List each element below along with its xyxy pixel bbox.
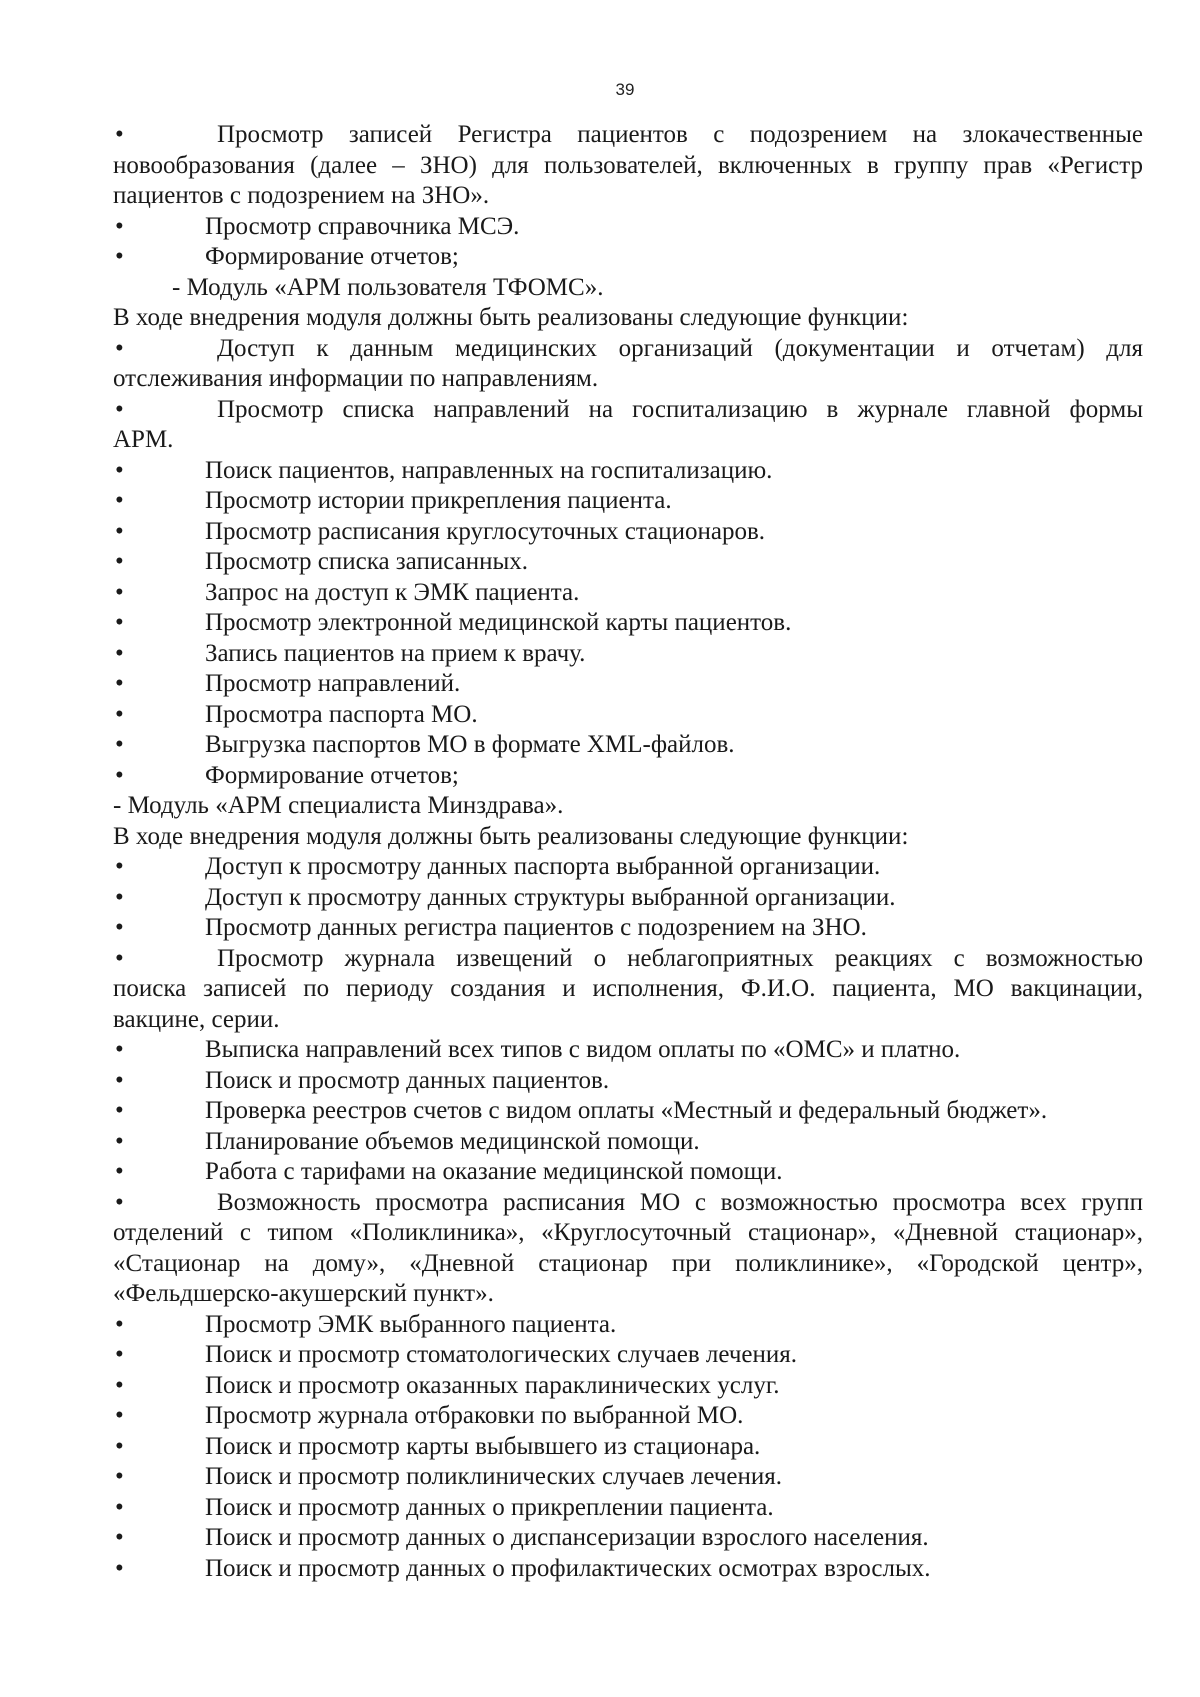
bullet: • — [115, 456, 124, 484]
bullet: • — [115, 1463, 124, 1490]
list-item — [113, 883, 1143, 914]
list-item-text: Проверка реестров счетов с видом оплаты «Местный и федеральный бюджет». — [205, 1097, 1048, 1124]
bullet: • — [115, 121, 124, 148]
list-item — [113, 1401, 1143, 1432]
list-item-text: Работа с тарифами на оказание медицинской помощи. — [205, 1158, 783, 1185]
list-item — [113, 852, 1143, 883]
paragraph-line: АРМ. — [113, 426, 174, 453]
list-item-text: Выгрузка паспортов МО в формате XML-файлов. — [205, 731, 735, 758]
bullet: • — [115, 1036, 124, 1063]
list-item-text: Просмотр данных регистра пациентов с подозрением на ЗНО. — [205, 914, 867, 941]
bullet: • — [115, 639, 124, 667]
bullet: • — [115, 1097, 124, 1124]
list-item-text: Просмотр расписания круглосуточных стационаров. — [205, 517, 766, 545]
list-item-text: Запрос на доступ к ЭМК пациента. — [205, 578, 580, 606]
list-item-text: Просмотр журнала отбраковки по выбранной МО. — [205, 1402, 744, 1429]
bullet: • — [115, 853, 124, 880]
list-item — [113, 639, 1143, 670]
list-item-text: Просмотр списка записанных. — [205, 548, 529, 575]
list-item-text: Просмотра паспорта МО. — [205, 700, 478, 728]
list-item-text: Поиск и просмотр оказанных параклинических услуг. — [205, 1371, 780, 1399]
list-item — [113, 761, 1143, 792]
list-item — [113, 730, 1143, 761]
bullet: • — [115, 944, 124, 972]
list-item — [113, 1523, 1143, 1554]
bullet: • — [115, 1402, 124, 1429]
bullet: • — [115, 334, 124, 362]
paragraph-line: отслеживания информации по направлениям. — [113, 365, 599, 392]
list-item-text: Доступ к просмотру данных паспорта выбранной организации. — [205, 853, 881, 880]
list-item — [113, 1340, 1143, 1371]
bullet: • — [115, 670, 124, 697]
list-item — [113, 1310, 1143, 1341]
list-item-text: Поиск и просмотр данных пациентов. — [205, 1066, 610, 1094]
list-item-text: Просмотр истории прикрепления пациента. — [205, 487, 672, 514]
bullet: • — [115, 243, 124, 270]
bullet: • — [115, 1310, 124, 1338]
list-item — [113, 944, 1143, 975]
document-body — [113, 120, 1143, 1584]
list-item-text: Планирование объемов медицинской помощи. — [205, 1127, 700, 1155]
paragraph-line: Просмотр списка направлений на госпитализацию в журнале главной формы — [217, 395, 1143, 423]
bullet: • — [115, 1127, 124, 1155]
list-item — [113, 242, 1143, 273]
list-item — [113, 547, 1143, 578]
paragraph-line: вакцине, серии. — [113, 1005, 280, 1033]
list-item — [113, 913, 1143, 944]
list-item — [113, 1157, 1143, 1188]
bullet: • — [115, 1524, 124, 1551]
list-item-text: Поиск и просмотр данных о профилактических осмотрах взрослых. — [205, 1554, 931, 1582]
bullet: • — [115, 395, 124, 423]
list-item — [113, 1127, 1143, 1158]
list-item — [113, 1462, 1143, 1493]
paragraph-line: Доступ к данным медицинских организаций (документации и отчетам) для — [217, 334, 1143, 362]
bullet: • — [115, 1554, 124, 1582]
module-heading: - Модуль «АРМ специалиста Минздрава». — [113, 792, 564, 819]
intro-line: В ходе внедрения модуля должны быть реализованы следующие функции: — [113, 822, 909, 850]
list-item-text: Формирование отчетов; — [205, 761, 459, 789]
list-item — [113, 212, 1143, 243]
list-item-text: Поиск и просмотр поликлинических случаев лечения. — [205, 1463, 782, 1490]
paragraph-line: Просмотр записей Регистра пациентов с подозрением на злокачественные — [217, 121, 1143, 148]
paragraph-line: «Стационар на дому», «Дневной стационар при поликлинике», «Городской центр», — [113, 1249, 1143, 1277]
list-item-text: Просмотр справочника МСЭ. — [205, 212, 520, 240]
bullet: • — [115, 1066, 124, 1094]
intro-line: В ходе внедрения модуля должны быть реализованы следующие функции: — [113, 304, 909, 331]
list-item — [113, 334, 1143, 365]
list-item — [113, 1188, 1143, 1219]
bullet: • — [115, 487, 124, 514]
list-item-text: Запись пациентов на прием к врачу. — [205, 639, 586, 667]
module-heading: - Модуль «АРМ пользователя ТФОМС». — [172, 273, 604, 301]
list-item — [113, 578, 1143, 609]
bullet: • — [115, 761, 124, 789]
bullet: • — [115, 883, 124, 911]
bullet: • — [115, 1493, 124, 1521]
bullet: • — [115, 1188, 124, 1216]
paragraph-line: новообразования (далее – ЗНО) для пользователей, включенных в группу прав «Регистр — [113, 151, 1143, 179]
list-item-text: Просмотр направлений. — [205, 670, 461, 697]
list-item — [113, 1432, 1143, 1463]
list-item — [113, 1554, 1143, 1585]
bullet: • — [115, 1432, 124, 1460]
bullet: • — [115, 517, 124, 545]
list-item — [113, 1493, 1143, 1524]
paragraph-line: отделений с типом «Поликлиника», «Круглосуточный стационар», «Дневной стационар», — [113, 1219, 1143, 1246]
page-number: 39 — [615, 80, 635, 99]
paragraph-line: Просмотр журнала извещений о неблагоприятных реакциях с возможностью — [217, 944, 1143, 972]
list-item-text: Поиск и просмотр данных о диспансеризации взрослого населения. — [205, 1524, 929, 1551]
list-item-text: Формирование отчетов; — [205, 243, 459, 270]
list-item-text: Поиск и просмотр данных о прикреплении пациента. — [205, 1493, 774, 1521]
bullet: • — [115, 731, 124, 758]
bullet: • — [115, 609, 124, 636]
paragraph-line: Возможность просмотра расписания МО с возможностью просмотра всех групп — [217, 1188, 1143, 1216]
list-item — [113, 120, 1143, 151]
list-item-text: Выписка направлений всех типов с видом оплаты по «ОМС» и платно. — [205, 1036, 961, 1063]
paragraph-line: поиска записей по периоду создания и исполнения, Ф.И.О. пациента, МО вакцинации, — [113, 975, 1143, 1002]
list-item — [113, 486, 1143, 517]
bullet: • — [115, 212, 124, 240]
list-item — [113, 395, 1143, 426]
paragraph-line: «Фельдшерско-акушерский пункт». — [113, 1280, 494, 1307]
bullet: • — [115, 1371, 124, 1399]
bullet: • — [115, 548, 124, 575]
list-item-text: Поиск и просмотр карты выбывшего из стационара. — [205, 1432, 761, 1460]
bullet: • — [115, 1341, 124, 1368]
list-item-text: Просмотр электронной медицинской карты пациентов. — [205, 609, 792, 636]
list-item — [113, 669, 1143, 700]
bullet: • — [115, 1158, 124, 1185]
list-item — [113, 1371, 1143, 1402]
list-item — [113, 517, 1143, 548]
list-item — [113, 1066, 1143, 1097]
list-item-text: Поиск и просмотр стоматологических случаев лечения. — [205, 1341, 797, 1368]
list-item — [113, 1096, 1143, 1127]
list-item-text: Поиск пациентов, направленных на госпитализацию. — [205, 456, 773, 484]
list-item — [113, 456, 1143, 487]
list-item — [113, 608, 1143, 639]
list-item — [113, 1035, 1143, 1066]
list-item-text: Просмотр ЭМК выбранного пациента. — [205, 1310, 617, 1338]
paragraph-line: пациентов с подозрением на ЗНО». — [113, 182, 490, 209]
list-item — [113, 700, 1143, 731]
bullet: • — [115, 578, 124, 606]
list-item-text: Доступ к просмотру данных структуры выбранной организации. — [205, 883, 896, 911]
bullet: • — [115, 914, 124, 941]
bullet: • — [115, 700, 124, 728]
